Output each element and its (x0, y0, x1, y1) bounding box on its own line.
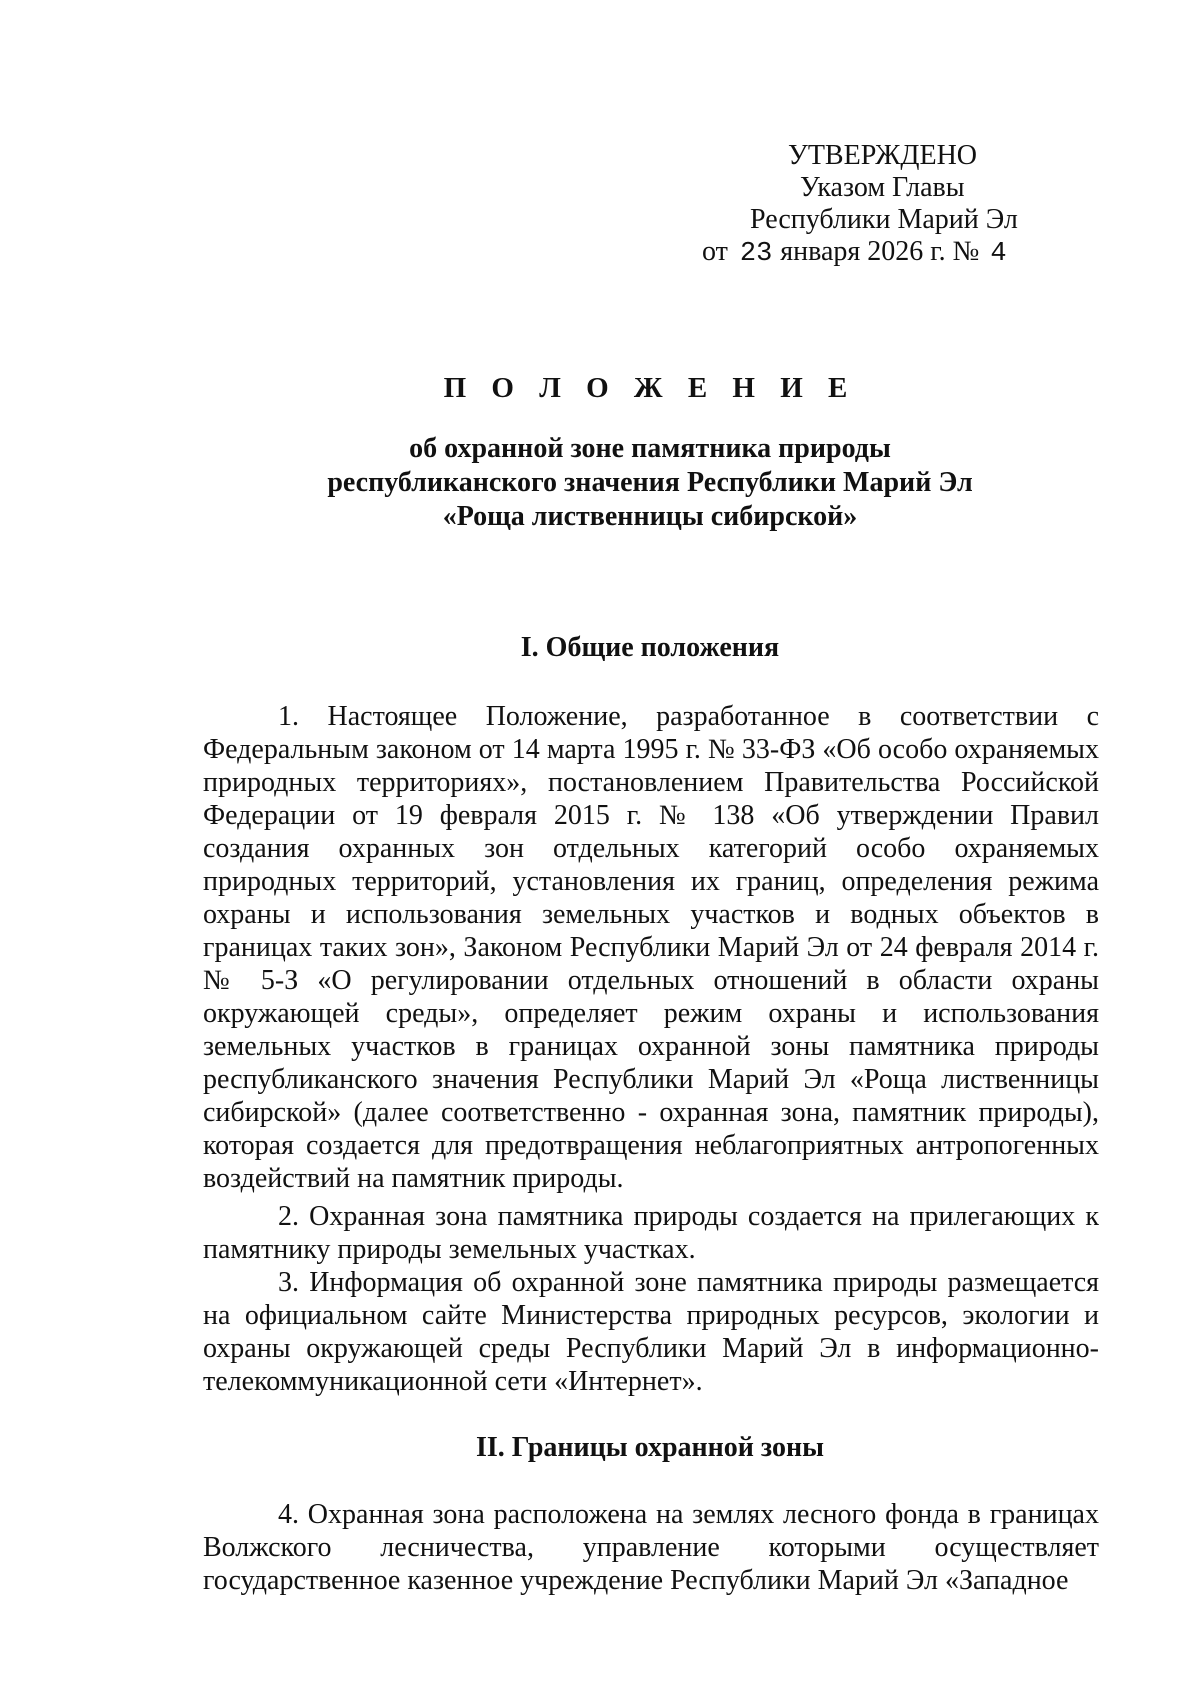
approval-date-rest: января 2026 г. № (780, 236, 980, 267)
approval-number: 4 (990, 239, 1007, 269)
subtitle-line-1: об охранной зоне памятника природы (409, 433, 891, 464)
section-heading-general: I. Общие положения (520, 632, 780, 663)
document-title: П О Л О Ж Е Н И Е (443, 372, 857, 404)
approval-date (690, 236, 1030, 270)
approval-republic: Республики Марий Эл (750, 204, 1018, 235)
approval-heading: УТВЕРЖДЕНО (788, 140, 978, 171)
approval-date-prefix: от (702, 236, 728, 267)
document-subtitle (200, 432, 1100, 534)
subtitle-line-2: республиканского значения Республики Марий Эл (327, 467, 973, 498)
approval-date-day: 23 (739, 239, 773, 269)
paragraph-4: 4. Охранная зона расположена на землях лесного фонда в границах Волжского лесничества, управление которыми осуществляет государственное казенное учреждение Республики Марий Эл «Западное (203, 1499, 1099, 1596)
section-heading-boundaries: II. Границы охранной зоны (475, 1432, 825, 1463)
paragraph-3: 3. Информация об охранной зоне памятника природы размещается на официальном сайте Министерства природных ресурсов, экологии и охраны окружающей среды Республики Марий Эл в информационно-телекоммуникационной сети «Интернет». (203, 1267, 1099, 1397)
subtitle-line-3: «Роща лиственницы сибирской» (442, 501, 858, 532)
paragraph-1: 1. Настоящее Положение, разработанное в соответствии с Федеральным законом от 14 марта 1995 г. № 33-ФЗ «Об особо охраняемых природных территориях», постановлением Правительства Российской Федерации от 19 февраля 2015 г. № 138 «Об утверждении Правил создания охранных зон отдельных категорий особо охраняемых природных территорий, установления их границ, определения режима охраны и использования земельных участков и водных объектов в границах таких зон», Законом Республики Марий Эл от 24 февраля 2014 г. № 5-З «О регулировании отдельных отношений в области охраны окружающей среды», определяет режим охраны и использования земельных участков в границах охранной зоны памятника природы республиканского значения Республики Марий Эл «Роща лиственницы сибирской» (далее соответственно - охранная зона, памятник природы), которая создается для предотвращения неблагоприятных антропогенных воздействий на памятник природы. (203, 701, 1099, 1194)
approval-by-decree: Указом Главы (800, 172, 965, 203)
paragraph-2: 2. Охранная зона памятника природы создается на прилегающих к памятнику природы земельных участках. (203, 1201, 1099, 1265)
approval-stamp (690, 140, 1030, 270)
